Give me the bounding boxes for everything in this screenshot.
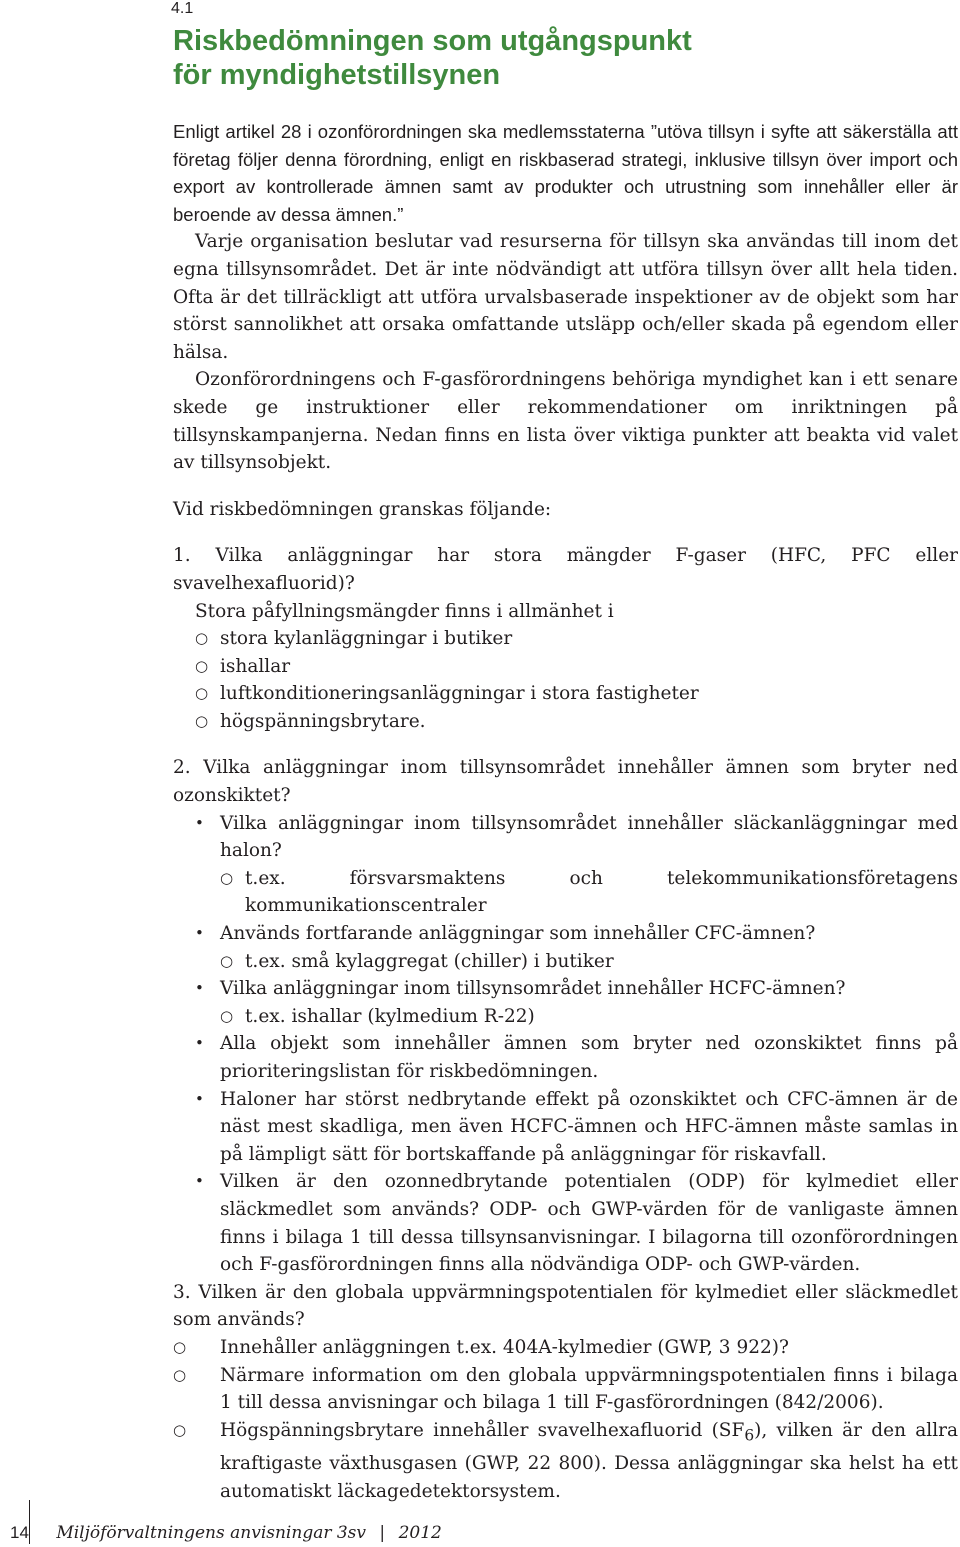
bullet-icon: • bbox=[195, 1172, 204, 1191]
intro-paragraph-2: Varje organisation beslutar vad resurserna för tillsyn ska användas till inom det egna tillsynsområdet. Det är inte nödvändigt att utföra tillsyn över allt hela tiden. Ofta är det tillräckligt att utföra urvalsbaserade inspektioner av de objekt som har störst sannolikhet att orsaka omfattande utsläpp och/eller skada på egendom eller hälsa. bbox=[173, 231, 958, 363]
title-line-1: Riskbedömningen som utgångspunkt bbox=[173, 25, 692, 57]
circle-bullet-icon: ○ bbox=[173, 1420, 187, 1439]
circle-bullet-icon: ○ bbox=[220, 1006, 234, 1025]
circle-bullet-icon: ○ bbox=[220, 951, 234, 970]
list-item: ○ t.ex. små kylaggregat (chiller) i butiker bbox=[173, 948, 958, 976]
list-item: • Vilken är den ozonnedbrytande potentialen (ODP) för kylmediet eller släckmedlet som används? ODP- och GWP-värden för de vanligaste ämnen finns i bilaga 1 till dessa tillsynsanvisningar. I bilagorna till ozonförordningen och F-gasförordningen finns alla nödvändiga ODP- och GWP-värden. bbox=[173, 1168, 958, 1278]
publication-name: Miljöförvaltningens anvisningar 3sv bbox=[56, 1523, 367, 1543]
publication-year: 2012 bbox=[398, 1523, 442, 1543]
list-item: ○ t.ex. ishallar (kylmedium R-22) bbox=[173, 1003, 958, 1031]
circle-bullet-icon: ○ bbox=[195, 684, 209, 703]
list-item: • Haloner har störst nedbrytande effekt på ozonskiktet och CFC-ämnen är de näst mest skadliga, men även HCFC-ämnen och HFC-ämnen måste samlas in på lämpligt sätt för bortskaffande på anläggningar för riskavfall. bbox=[173, 1086, 958, 1169]
question-1-heading: 1. Vilka anläggningar har stora mängder F-gaser (HFC, PFC eller svavelhexafluorid)? bbox=[173, 545, 958, 594]
list-item: ○ Högspänningsbrytare innehåller svavelhexafluorid $(SF_6)$, vilken är den allra kraftigaste växthusgasen (GWP, 22 800). Dessa anläggningar ska helst ha ett automatiskt läckagedetektorsystem. bbox=[173, 1417, 958, 1505]
checklist-intro: Vid riskbedömningen granskas följande: bbox=[173, 498, 552, 520]
list-item: ○ luftkonditioneringsanläggningar i stora fastigheter bbox=[173, 680, 958, 708]
intro-paragraph-quote: Enligt artikel 28 i ozonförordningen ska medlemsstaterna ”utöva tillsyn i syfte att säkerställa att företag följer denna förordning, enligt en riskbaserad strategi, inklusive tillsyn över import och export av kontrollerade ämnen samt av produkter och utrustning som innehåller eller är beroende av dessa ämnen.” bbox=[173, 121, 958, 225]
list-item: ○ stora kylanläggningar i butiker bbox=[173, 625, 958, 653]
circle-bullet-icon: ○ bbox=[220, 868, 234, 887]
page-footer bbox=[10, 1523, 442, 1543]
list-item: ○ Innehåller anläggningen t.ex. 404A-kylmedier (GWP, 3 922)? bbox=[173, 1334, 958, 1362]
section-number: 4.1 bbox=[171, 0, 194, 17]
bullet-icon: • bbox=[195, 1034, 204, 1053]
bullet-icon: • bbox=[195, 924, 204, 943]
circle-bullet-icon: ○ bbox=[195, 656, 209, 675]
circle-bullet-icon: ○ bbox=[195, 711, 209, 730]
circle-bullet-icon: ○ bbox=[195, 629, 209, 648]
list-item: ○ högspänningsbrytare. bbox=[173, 708, 958, 736]
intro-paragraph-3: Ozonförordningens och F-gasförordningens behöriga myndighet kan i ett senare skede ge instruktioner eller rekommendationer om inriktningen på tillsynskampanjerna. Nedan finns en lista över viktiga punkter att beakta vid valet av tillsynsobjekt. bbox=[173, 369, 958, 474]
circle-bullet-icon: ○ bbox=[173, 1365, 187, 1384]
title-line-2: för myndighetstillsynen bbox=[173, 59, 501, 91]
list-item: ○ Närmare information om den globala uppvärmningspotentialen finns i bilaga 1 till dessa anvisningar och bilaga 1 till F-gasförordningen (842/2006). bbox=[173, 1362, 958, 1417]
list-item: • Alla objekt som innehåller ämnen som bryter ned ozonskiktet finns på prioriteringslistan för riskbedömningen. bbox=[173, 1030, 958, 1085]
page-title bbox=[173, 24, 933, 92]
question-2-heading: 2. Vilka anläggningar inom tillsynsområdet innehåller ämnen som bryter ned ozonskiktet? bbox=[173, 757, 958, 807]
circle-bullet-icon: ○ bbox=[173, 1337, 187, 1356]
list-item: • Vilka anläggningar inom tillsynsområdet innehåller HCFC-ämnen? bbox=[173, 975, 958, 1003]
list-item: ○ ishallar bbox=[173, 653, 958, 681]
list-item: ○ t.ex. försvarsmaktens och telekommunikationsföretagens kommunikationscentraler bbox=[173, 865, 958, 920]
body-text bbox=[173, 118, 958, 1505]
list-item: • Används fortfarande anläggningar som innehåller CFC-ämnen? bbox=[173, 920, 958, 948]
question-1-lead: Stora påfyllningsmängder finns i allmänhet i bbox=[195, 600, 614, 622]
bullet-icon: • bbox=[195, 813, 204, 832]
list-item: • Vilka anläggningar inom tillsynsområdet innehåller släckanläggningar med halon? bbox=[173, 810, 958, 865]
bullet-icon: • bbox=[195, 979, 204, 998]
footer-separator: | bbox=[379, 1523, 386, 1543]
page-number: 14 bbox=[10, 1523, 29, 1542]
bullet-icon: • bbox=[195, 1089, 204, 1108]
question-3-heading: 3. Vilken är den globala uppvärmningspotentialen för kylmediet eller släckmedlet som används? bbox=[173, 1281, 958, 1331]
